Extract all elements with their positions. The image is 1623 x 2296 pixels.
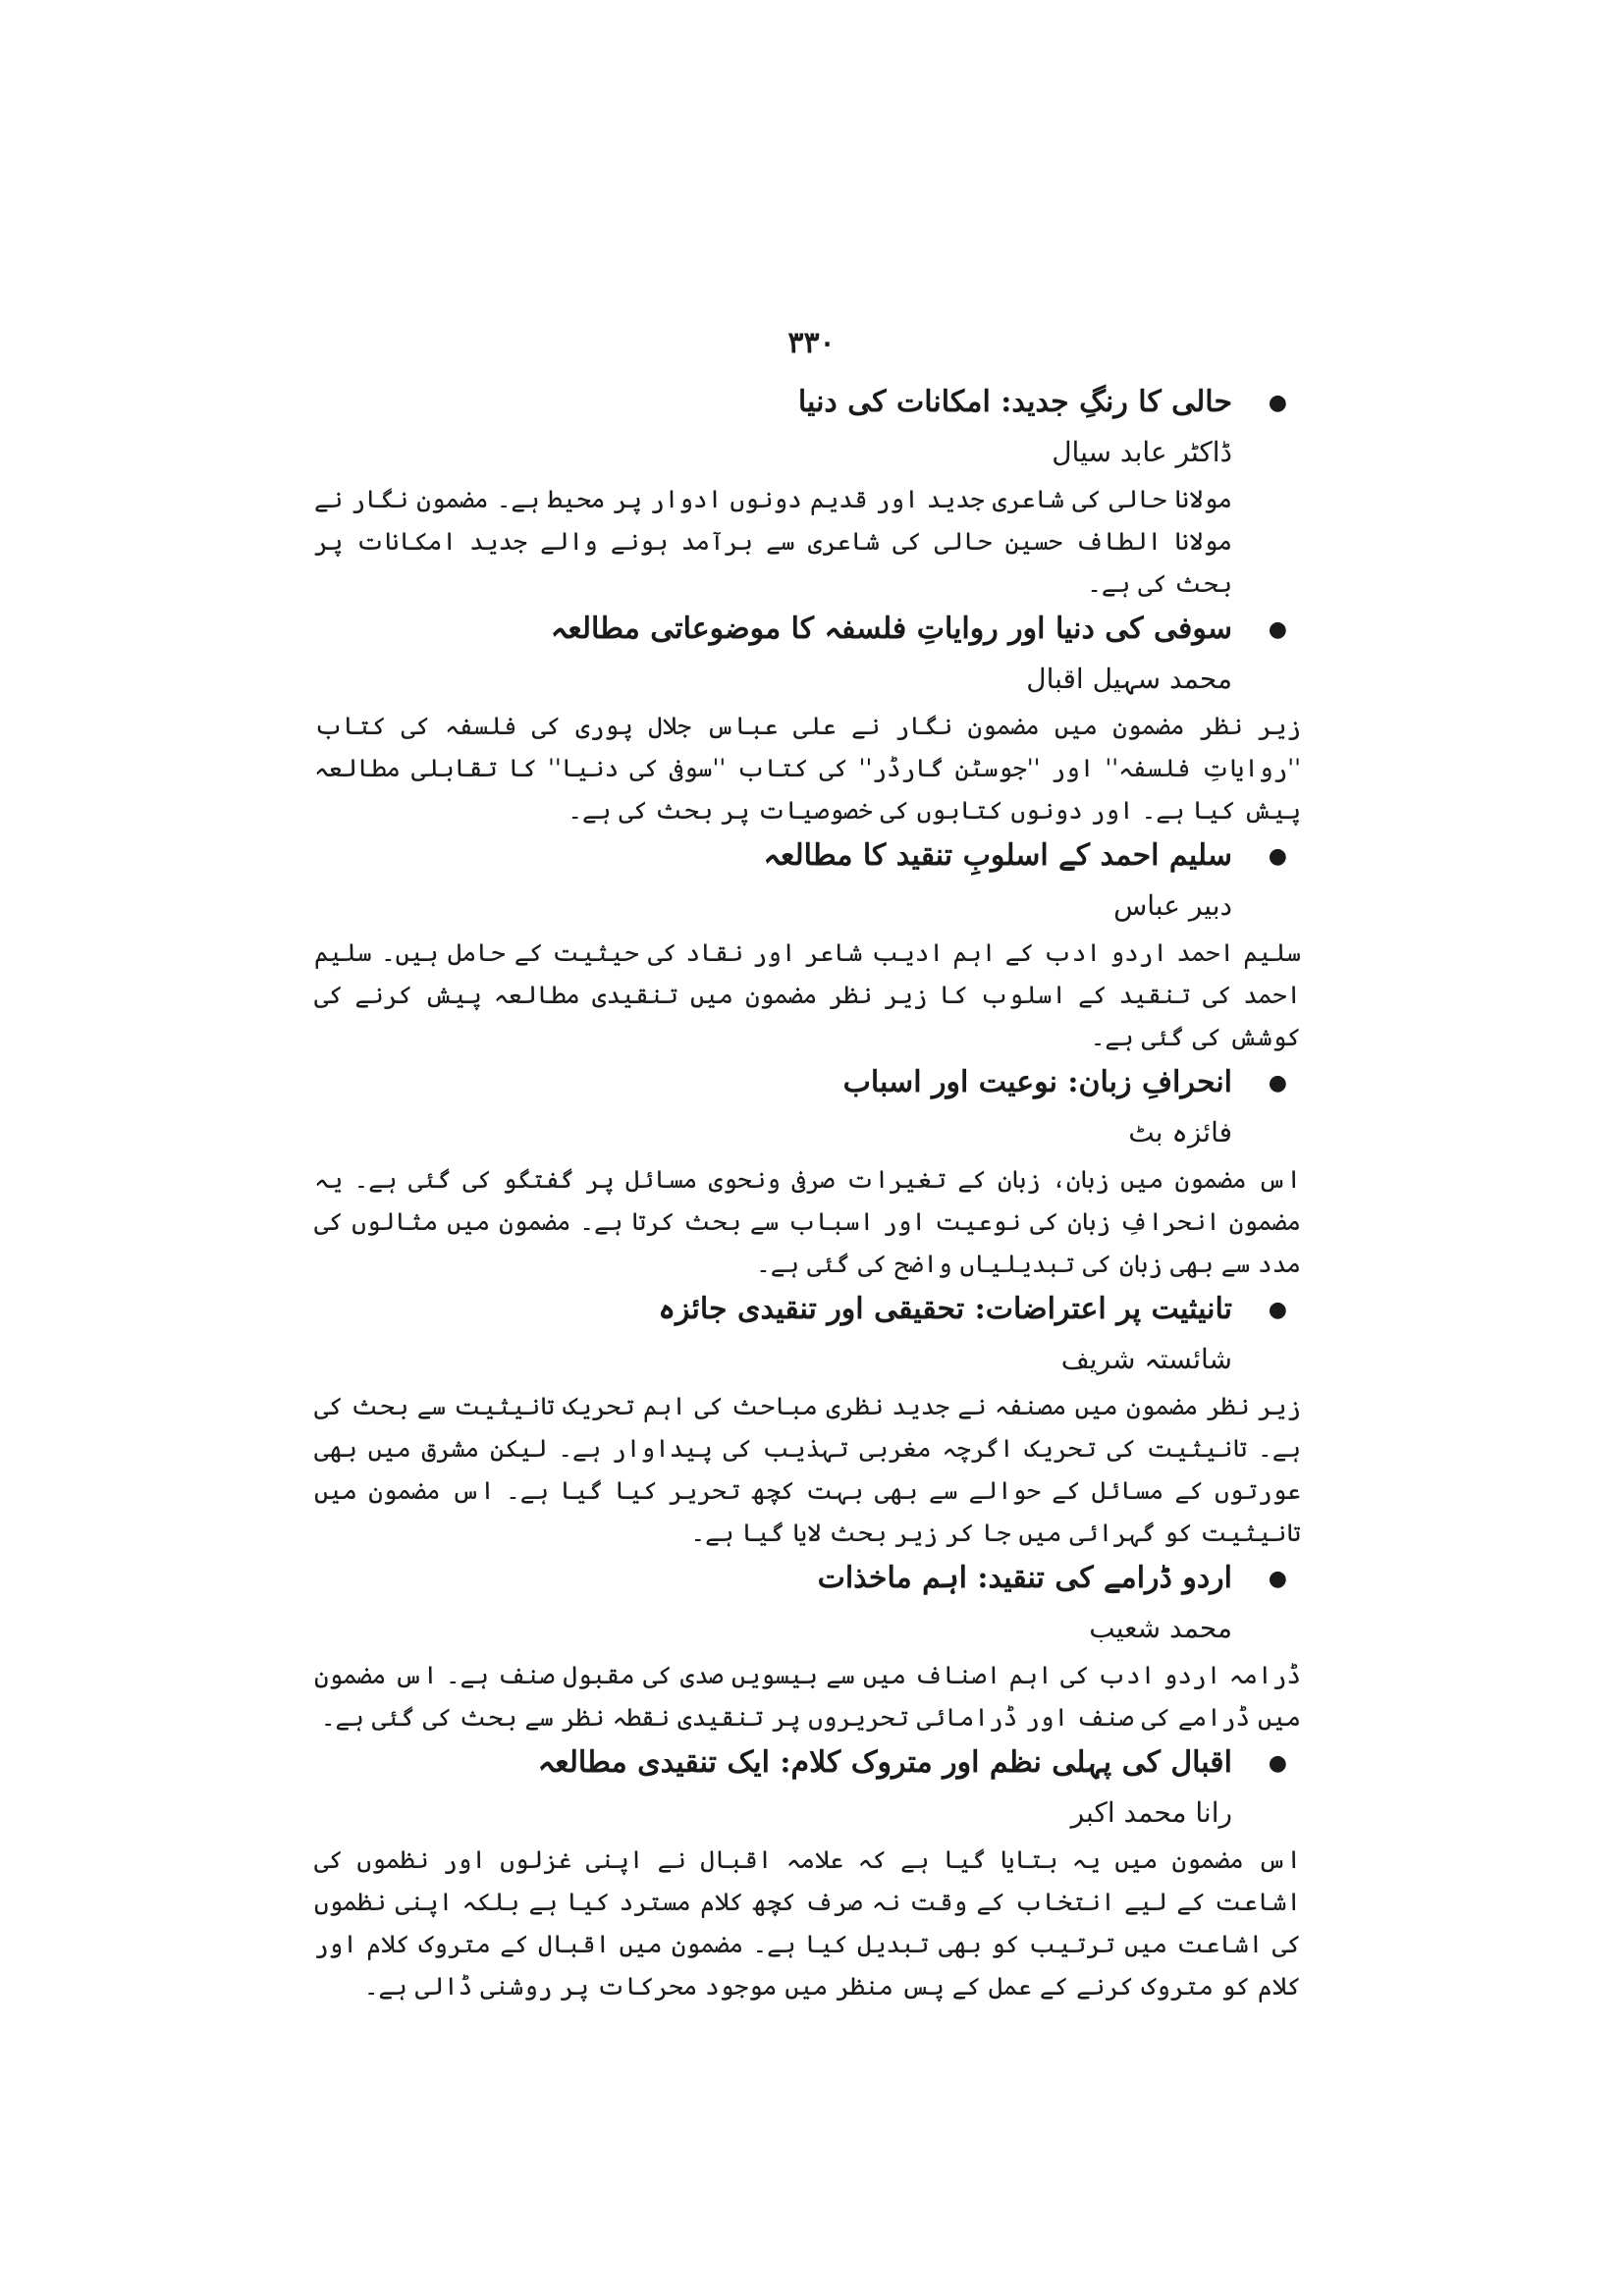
abstract-title-row [314, 831, 1301, 881]
bullet-icon: ● [1268, 1070, 1287, 1095]
abstract-title: سوفی کی دنیا اور روایاتِ فلسفہ کا موضوعاتی مطالعہ [550, 612, 1232, 646]
page-number: ۳۳۰ [787, 326, 836, 360]
abstract-title: اقبال کی پہلی نظم اور متروک کلام: ایک تنقیدی مطالعہ [537, 1745, 1232, 1780]
abstract-title: انحرافِ زبان: نوعیت اور اسباب [842, 1065, 1232, 1099]
abstract-title: سلیم احمد کے اسلوبِ تنقید کا مطالعہ [763, 838, 1232, 873]
abstract-title-row [314, 1554, 1301, 1603]
abstract-author: ڈاکٹر عابد سیال [1052, 436, 1232, 468]
abstract-author: دبیر عباس [1113, 889, 1232, 922]
abstract-title: اردو ڈرامے کی تنقید: اہم ماخذات [817, 1561, 1232, 1595]
abstract-entry [314, 1554, 1301, 1738]
abstract-summary: ڈرامہ اردو ادب کی اہم اصناف میں سے بیسویں صدی کی مقبول صنف ہے۔ اس مضمون میں ڈرامے کی صنف اور ڈرامائی تحریروں پر تنقیدی نقطہ نظر سے بحث کی گئی ہے۔ [314, 1661, 1301, 1732]
abstract-title-row [314, 605, 1301, 654]
abstract-entry [314, 378, 1301, 605]
abstract-summary: مولانا حالی کی شاعری جدید اور قدیم دونوں ادوار پر محیط ہے۔ مضمون نگار نے مولانا الطاف حسین حالی کی شاعری سے برآمد ہونے والے جدید امکانات پر بحث کی ہے۔ [314, 485, 1232, 598]
bullet-icon: ● [1268, 390, 1287, 415]
bullet-icon: ● [1268, 1297, 1287, 1322]
abstract-summary: زیر نظر مضمون میں مصنفہ نے جدید نظری مباحث کی اہم تحریک تانیثیت سے بحث کی ہے۔ تانیثیت کی تحریک اگرچہ مغربی تہذیب کی پیداوار ہے۔ لیکن مشرق میں بھی عورتوں کے مسائل کے حوالے سے بھی بہت کچھ تحریر کیا گیا ہے۔ اس مضمون میں تانیثیت کو گہرائی میں جا کر زیر بحث لایا گیا ہے۔ [314, 1392, 1301, 1547]
bullet-icon: ● [1268, 616, 1287, 642]
abstract-entry [314, 605, 1301, 831]
abstract-entry [314, 831, 1301, 1058]
abstract-author: محمد شعیب [1089, 1612, 1232, 1644]
abstract-summary: اس مضمون میں یہ بتایا گیا ہے کہ علامہ اقبال نے اپنی غزلوں اور نظموں کی اشاعت کے لیے انتخاب کے وقت نہ صرف کچھ کلام مسترد کیا ہے بلکہ اپنی نظموں کی اشاعت میں ترتیب کو بھی تبدیل کیا ہے۔ مضمون میں اقبال کے متروک کلام اور کلام کو متروک کرنے کے عمل کے پس منظر میں موجود محرکات پر روشنی ڈالی ہے۔ [314, 1845, 1301, 2001]
abstract-entry [314, 1285, 1301, 1554]
abstract-title-row [314, 1058, 1301, 1107]
abstract-author: رانا محمد اکبر [1070, 1796, 1232, 1829]
abstract-title: حالی کا رنگِ جدید: امکانات کی دنیا [797, 385, 1232, 419]
abstract-title: تانیثیت پر اعتراضات: تحقیقی اور تنقیدی جائزہ [658, 1292, 1232, 1326]
abstract-title-row [314, 378, 1301, 427]
abstracts-list [314, 378, 1301, 2007]
abstract-author: فائزہ بٹ [1128, 1116, 1232, 1148]
bullet-icon: ● [1268, 1750, 1287, 1776]
abstract-summary: سلیم احمد اردو ادب کے اہم ادیب شاعر اور نقاد کی حیثیت کے حامل ہیں۔ سلیم احمد کی تنقید کے اسلوب کا زیر نظر مضمون میں تنقیدی مطالعہ پیش کرنے کی کوشش کی گئی ہے۔ [314, 938, 1301, 1051]
abstract-title-row [314, 1738, 1301, 1788]
abstract-author: شائستہ شریف [1060, 1343, 1232, 1375]
abstract-entry [314, 1738, 1301, 2007]
abstract-title-row [314, 1285, 1301, 1334]
abstract-summary: اس مضمون میں زبان، زبان کے تغیرات صرفی ونحوی مسائل پر گفتگو کی گئی ہے۔ یہ مضمون انحرافِ زبان کی نوعیت اور اسباب سے بحث کرتا ہے۔ مضمون میں مثالوں کی مدد سے بھی زبان کی تبدیلیاں واضح کی گئی ہے۔ [314, 1165, 1301, 1278]
abstract-author: محمد سہیل اقبال [1026, 663, 1232, 695]
bullet-icon: ● [1268, 1566, 1287, 1591]
abstract-summary: زیر نظر مضمون میں مضمون نگار نے علی عباس جلال پوری کی فلسفہ کی کتاب ''روایاتِ فلسفہ'' اور ''جوسٹن گارڈر'' کی کتاب ''سوفی کی دنیا'' کا تقابلی مطالعہ پیش کیا ہے۔ اور دونوں کتابوں کی خصوصیات پر بحث کی ہے۔ [314, 712, 1301, 825]
abstract-entry [314, 1058, 1301, 1285]
bullet-icon: ● [1268, 843, 1287, 869]
